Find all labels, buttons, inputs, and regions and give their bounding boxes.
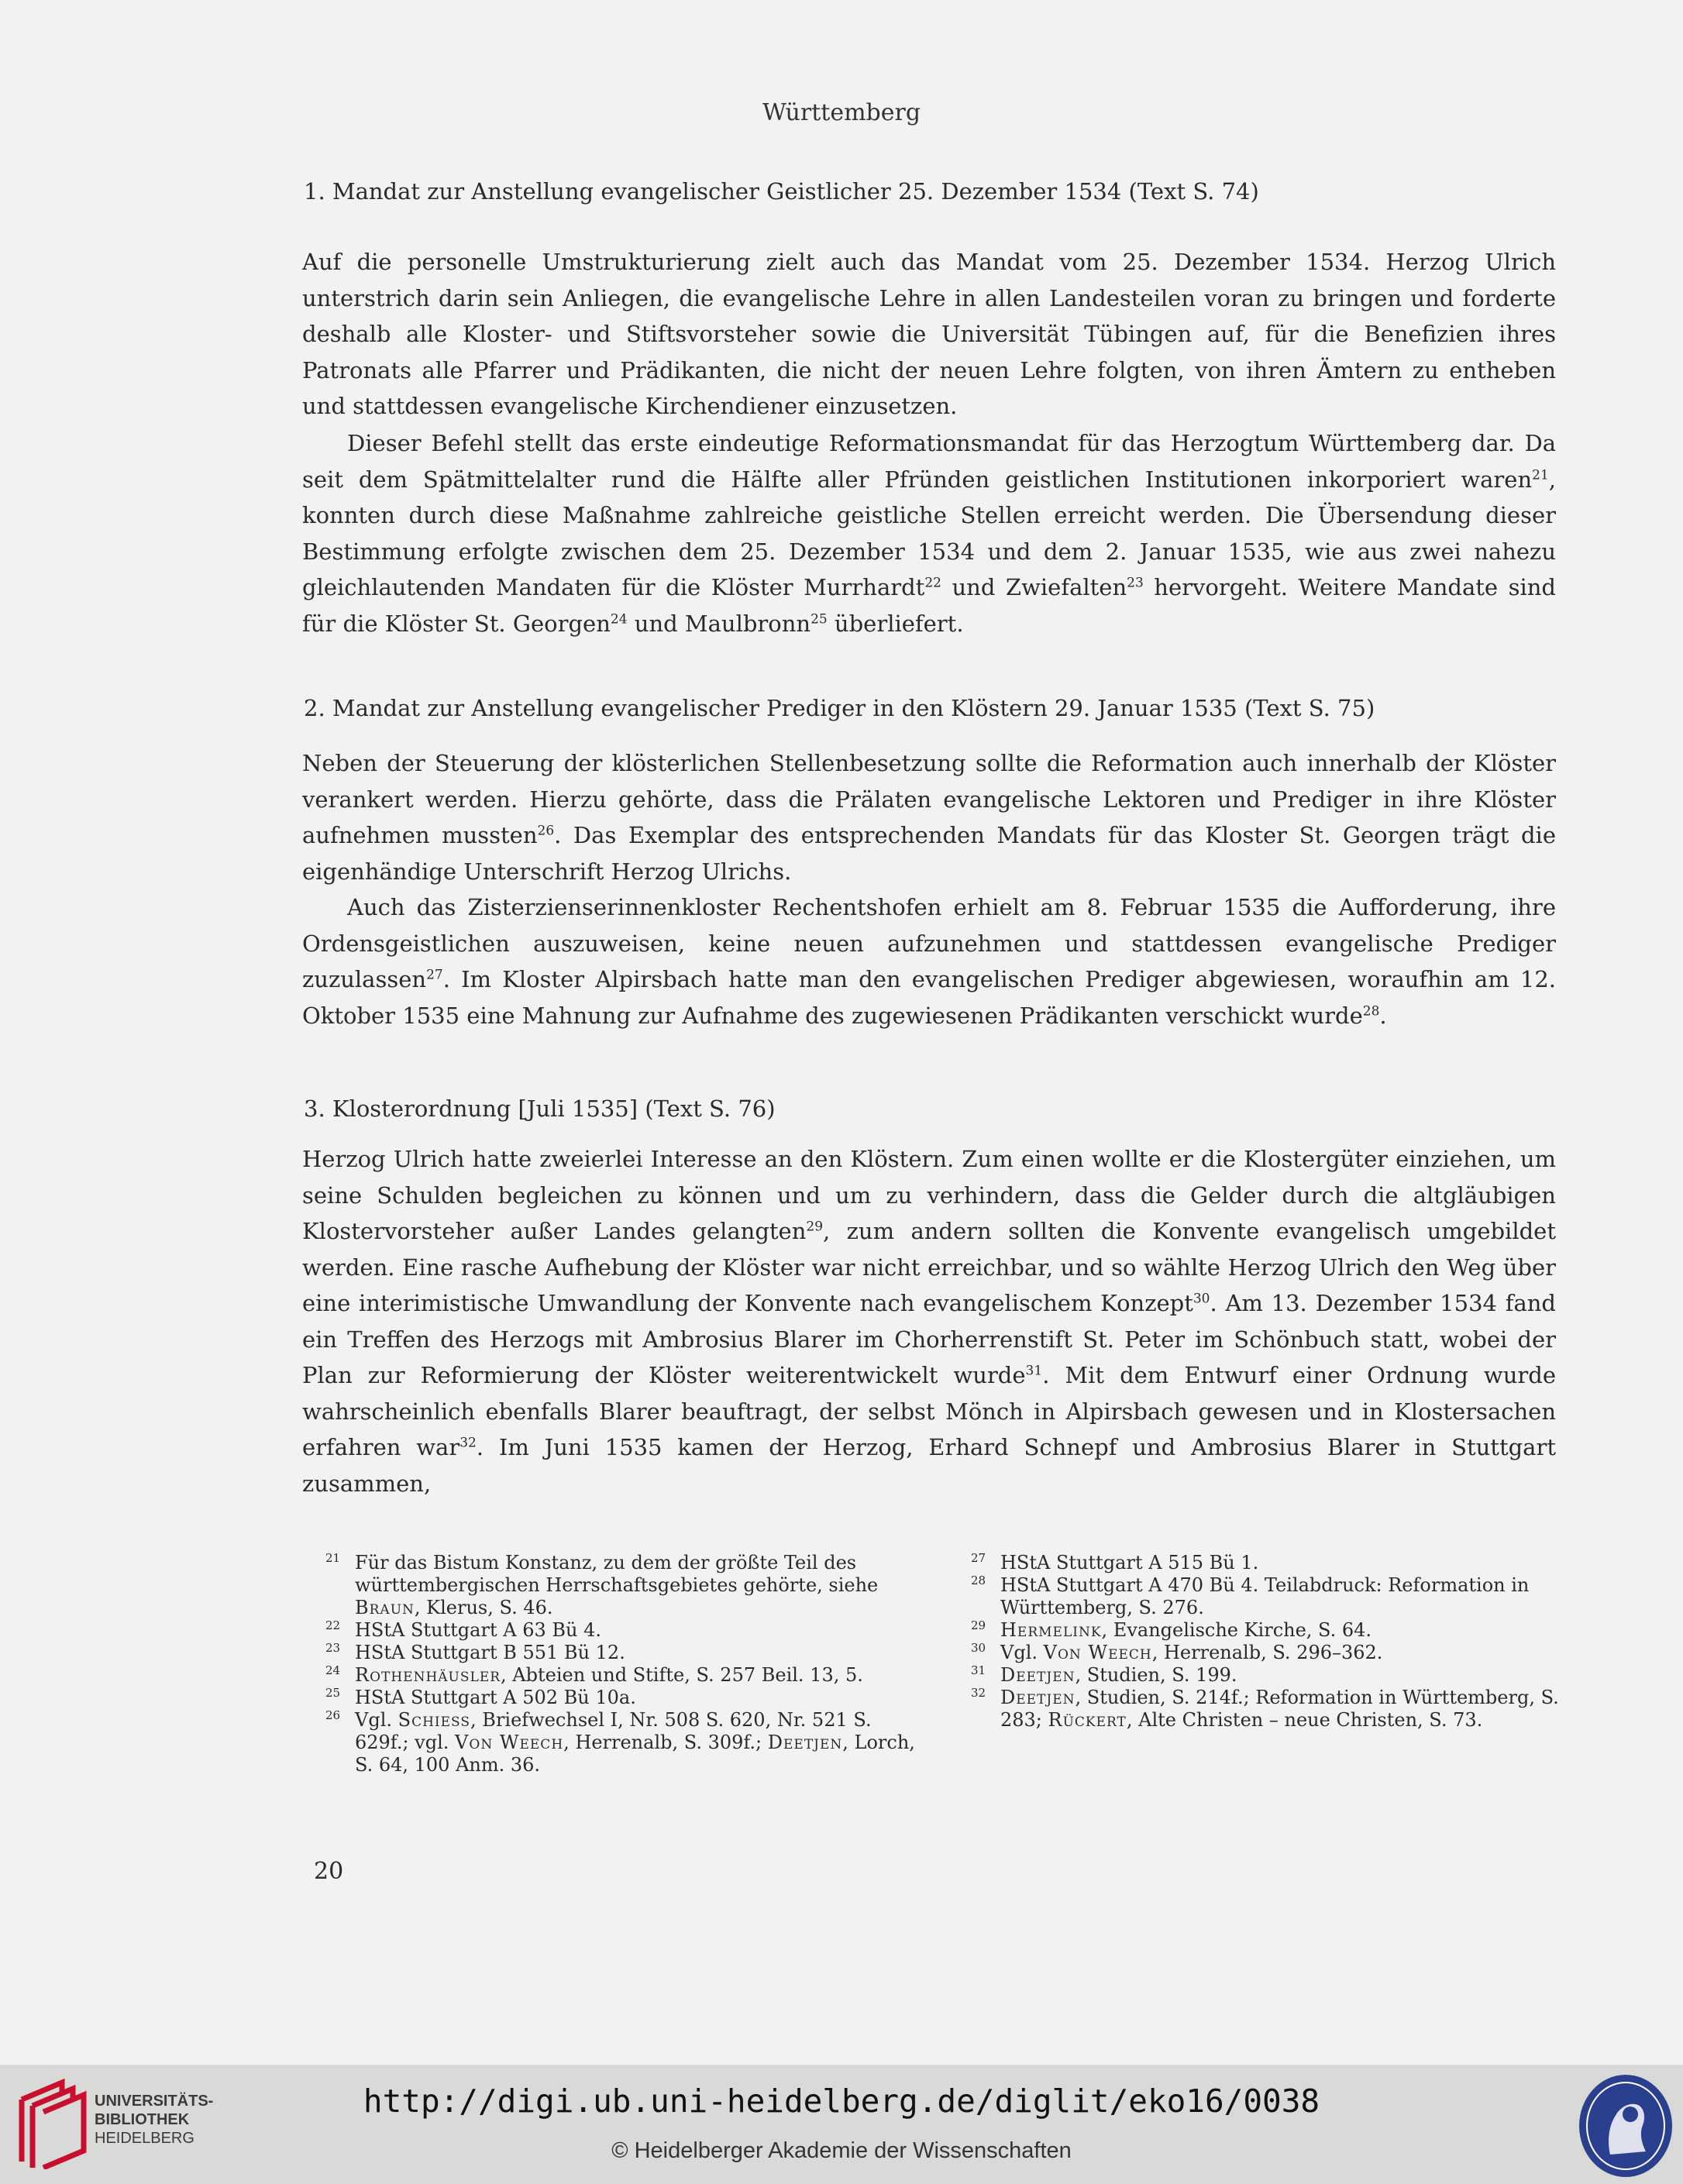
footnote-ref-29[interactable]: 29 bbox=[806, 1219, 824, 1235]
footnote-22: 22 HStA Stuttgart A 63 Bü 4. bbox=[325, 1618, 601, 1641]
academy-seal-icon bbox=[1576, 2071, 1675, 2181]
footnote-ref-32[interactable]: 32 bbox=[459, 1435, 477, 1451]
footnotes-left-column bbox=[325, 1552, 922, 1776]
section-2-paragraph-1: Neben der Steuerung der klösterlichen Stellenbesetzung sollte die Reformation auch innerhalb der Klöster verankert werden. Hierzu gehörte, dass die Prälaten evangelische Lektoren und Prediger in ihre Klöster aufnehmen mussten$^{26}$. Das Exemplar des entsprechenden Mandats für das Kloster St. Georgen trägt die eigenhändige Unterschrift Herzog Ulrichs. bbox=[302, 750, 1556, 885]
section-1-paragraph-1: Auf die personelle Umstrukturierung zielt auch das Mandat vom 25. Dezember 1534. Herzog Ulrich unterstrich darin sein Anliegen, die evangelische Lehre in allen Landesteilen voran zu bringen und forderte deshalb alle Kloster- und Stiftsvorsteher sowie die Universität Tübingen auf, für die Benefizien ihres Patronats alle Pfarrer und Prädikanten, die nicht der neuen Lehre folgten, von ihren Ämtern zu entheben und stattdessen evangelische Kirchendiener einzusetzen. bbox=[302, 249, 1556, 419]
section-title-3: 3. Klosterordnung [Juli 1535] (Text S. 76) bbox=[304, 1095, 776, 1122]
footnote-23: 23 HStA Stuttgart B 551 Bü 12. bbox=[325, 1641, 625, 1663]
footnotes-right-column bbox=[971, 1552, 1560, 1732]
page-number: 20 bbox=[314, 1858, 344, 1885]
footnote-ref-23[interactable]: 23 bbox=[1127, 575, 1144, 591]
footnote-ref-28[interactable]: 28 bbox=[1362, 1003, 1380, 1019]
running-head: Württemberg bbox=[762, 99, 921, 126]
section-1-paragraph-2: Dieser Befehl stellt das erste eindeutige Reformationsmandat für das Herzogtum Württemberg dar. Da seit dem Spätmittelalter rund die Hälfte aller Pfründen geistlichen Institutionen inkorporiert waren$^{21}$, konnten durch diese Maßnahme zahlreiche geistliche Stellen erreicht werden. Die Übersendung dieser Bestimmung erfolgte zwischen dem 25. Dezember 1534 und dem 2. Januar 1535, wie aus zwei nahezu gleichlautenden Mandaten für die Klöster Murrhardt$^{22}$ und Zwiefalten$^{23}$ hervorgeht. Weitere Mandate sind für die Klöster St. Georgen$^{24}$ und Maulbronn$^{25}$ überliefert. bbox=[302, 430, 1556, 637]
footnote-27: 27 HStA Stuttgart A 515 Bü 1. bbox=[971, 1551, 1259, 1574]
footnote-ref-21[interactable]: 21 bbox=[1532, 466, 1549, 483]
footnote-29: 29 Hermelink, Evangelische Kirche, S. 64. bbox=[971, 1618, 1372, 1641]
permalink-url[interactable]: http://digi.ub.uni-heidelberg.de/diglit/eko16/0038 bbox=[363, 2083, 1320, 2120]
footnote-ref-24[interactable]: 24 bbox=[610, 610, 628, 627]
copyright-notice: © Heidelberger Akademie der Wissenschaften bbox=[611, 2138, 1072, 2163]
footnote-31: 31 Deetjen, Studien, S. 199. bbox=[971, 1663, 1237, 1686]
footnote-ref-26[interactable]: 26 bbox=[537, 823, 555, 839]
footnote-28: 28 HStA Stuttgart A 470 Bü 4. Teilabdruck: Reformation in Württemberg, S. 276. bbox=[971, 1574, 1530, 1618]
footnote-26: 26 Vgl. Schiess, Briefwechsel I, Nr. 508 S. 620, Nr. 521 S. 629f.; vgl. Von Weech, Herrenalb, S. 309f.; Deetjen, Lorch, S. 64, 100 Anm. 36. bbox=[325, 1708, 915, 1776]
footnote-ref-22[interactable]: 22 bbox=[924, 575, 941, 591]
footnote-ref-31[interactable]: 31 bbox=[1025, 1363, 1043, 1379]
footnote-24: 24 Rothenhäusler, Abteien und Stifte, S. 257 Beil. 13, 5. bbox=[325, 1663, 863, 1686]
footnote-30: 30 Vgl. Von Weech, Herrenalb, S. 296–362. bbox=[971, 1641, 1383, 1663]
section-title-2: 2. Mandat zur Anstellung evangelischer Prediger in den Klöstern 29. Januar 1535 (Text S. 75) bbox=[304, 695, 1375, 721]
logo-text: UNIVERSITÄTS- BIBLIOTHEK HEIDELBERG bbox=[95, 2093, 214, 2147]
section-title-1: 1. Mandat zur Anstellung evangelischer Geistlicher 25. Dezember 1534 (Text S. 74) bbox=[304, 178, 1259, 205]
footnote-ref-25[interactable]: 25 bbox=[811, 610, 828, 627]
footnote-ref-30[interactable]: 30 bbox=[1193, 1291, 1210, 1307]
footnote-ref-27[interactable]: 27 bbox=[426, 967, 443, 983]
section-2-paragraph-2: Auch das Zisterzienserinnenkloster Rechentshofen erhielt am 8. Februar 1535 die Aufforderung, ihre Ordensgeistlichen auszuweisen, keine neuen aufzunehmen und stattdessen evangelische Prediger zuzulassen$^{27}$. Im Kloster Alpirsbach hatte man den evangelischen Prediger abgewiesen, woraufhin am 12. Oktober 1535 eine Mahnung zur Aufnahme des zugewiesenen Prädikanten verschickt wurde$^{28}$. bbox=[302, 894, 1556, 1029]
footnote-21: 21 Für das Bistum Konstanz, zu dem der größte Teil des württembergischen Herrschaftsgebietes gehörte, siehe Braun, Klerus, S. 46. bbox=[325, 1551, 879, 1618]
section-3-paragraph-1: Herzog Ulrich hatte zweierlei Interesse an den Klöstern. Zum einen wollte er die Klostergüter einziehen, um seine Schulden begleichen zu können und um zu verhindern, dass die Gelder durch die altgläubigen Klostervorsteher außer Landes gelangten$^{29}$, zum andern sollten die Konvente evangelisch umgebildet werden. Eine rasche Aufhebung der Klöster war nicht erreichbar, und so wählte Herzog Ulrich den Weg über eine interimistische Umwandlung der Konvente nach evangelischem Konzept$^{30}$. Am 13. Dezember 1534 fand ein Treffen des Herzogs mit Ambrosius Blarer im Chorherrenstift St. Peter im Schönbuch statt, wobei der Plan zur Reformierung der Klöster weiterentwickelt wurde$^{31}$. Mit dem Entwurf einer Ordnung wurde wahrscheinlich ebenfalls Blarer beauftragt, der selbst Mönch in Alpirsbach gewesen und in Klostersachen erfahren war$^{32}$. Im Juni 1535 kamen der Herzog, Erhard Schnepf und Ambrosius Blarer in Stuttgart zusammen, bbox=[302, 1146, 1556, 1497]
footnote-25: 25 HStA Stuttgart A 502 Bü 10a. bbox=[325, 1686, 636, 1708]
footnote-32: 32 Deetjen, Studien, S. 214f.; Reformation in Württemberg, S. 283; Rückert, Alte Christen – neue Christen, S. 73. bbox=[971, 1686, 1559, 1731]
